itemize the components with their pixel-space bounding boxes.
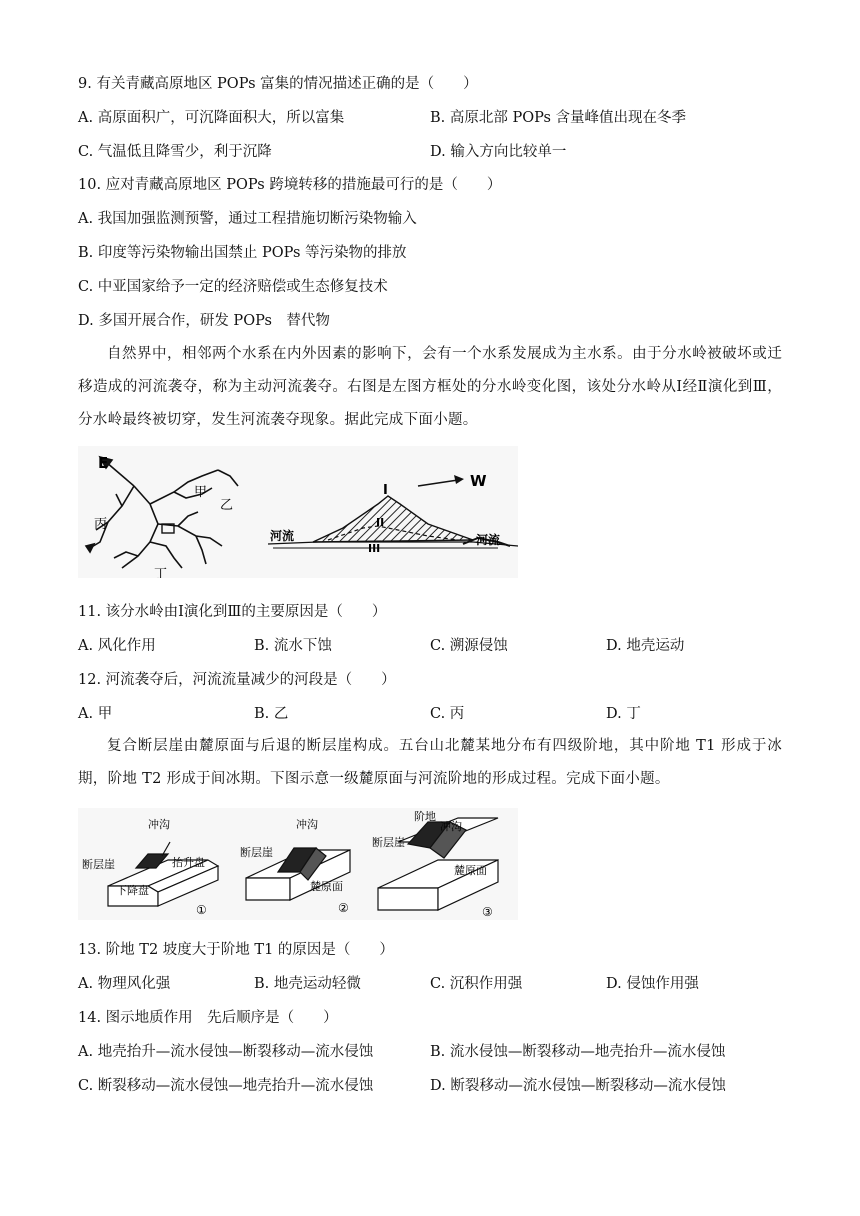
figure-river-capture-svg [78, 446, 518, 578]
q13-option-d: D. 侵蚀作用强 [606, 976, 699, 992]
q14-stem: 14. 图示地质作用 先后顺序是（ ） [78, 1010, 338, 1026]
passage-river-capture: 自然界中，相邻两个水系在内外因素的影响下，会有一个水系发展成为主水系。由于分水岭被破坏或迁移造成的河流袭夺，称为主动河流袭夺。右图是左图方框处的分水岭变化图，该处分水岭从Ⅰ经Ⅱ演化到Ⅲ，分水岭最终被切穿，发生河流袭夺现象。据此完成下面小题。 [78, 346, 782, 428]
q10-option-b: B. 印度等污染物输出国禁止 POPs 等污染物的排放 [78, 245, 407, 261]
q11-option-a: A. 风化作用 [78, 638, 156, 654]
q12-option-b: B. 乙 [254, 706, 289, 722]
map-label-ding: 丁 [154, 567, 168, 578]
p1-label-xiajiangpan: 下降盘 [116, 884, 149, 897]
q10-option-d: D. 多国开展合作，研发 POPs 替代物 [78, 313, 330, 329]
q9-option-a: A. 高原面积广，可沉降面积大，所以富集 [78, 110, 345, 126]
map-label-jia: 甲 [194, 485, 208, 500]
q14-option-a: A. 地壳抬升—流水侵蚀—断裂移动—流水侵蚀 [78, 1044, 374, 1060]
map-label-yi: 乙 [220, 498, 234, 513]
profile-label-iii: III [368, 542, 381, 555]
figure-fault-scarp-svg [78, 808, 518, 920]
p1-label-chonggou: 冲沟 [148, 818, 170, 831]
q13-option-c: C. 沉积作用强 [430, 976, 523, 992]
q13-option-b: B. 地壳运动轻微 [254, 976, 361, 992]
profile-label-river-right: 河流 [476, 533, 501, 547]
p2-label-luyuanmian: 麓原面 [310, 880, 343, 893]
q10-option-c: C. 中亚国家给予一定的经济赔偿或生态修复技术 [78, 279, 388, 295]
p3-label-luyuanmian: 麓原面 [454, 864, 487, 877]
q9-option-b: B. 高原北部 POPs 含量峰值出现在冬季 [430, 110, 687, 126]
passage-fault-scarp: 复合断层崖由麓原面与后退的断层崖构成。五台山北麓某地分布有四级阶地，其中阶地 T1 形成于冰期，阶地 T2 形成于间冰期。下图示意一级麓原面与河流阶地的形成过程。完成下面小题。 [78, 738, 782, 787]
q12-option-c: C. 丙 [430, 706, 465, 722]
profile-label-ii: II [376, 516, 385, 529]
q9-option-d: D. 输入方向比较单一 [430, 144, 567, 160]
q13-stem: 13. 阶地 T2 坡度大于阶地 T1 的原因是（ ） [78, 942, 394, 958]
q14-option-d: D. 断裂移动—流水侵蚀—断裂移动—流水侵蚀 [430, 1078, 726, 1094]
q11-option-c: C. 溯源侵蚀 [430, 638, 508, 654]
q9-option-c: C. 气温低且降雪少，利于沉降 [78, 144, 272, 160]
p3-label-duancengya: 断层崖 [372, 836, 405, 849]
q13-option-a: A. 物理风化强 [78, 976, 171, 992]
figure-river-capture [78, 446, 518, 578]
q14-option-c: C. 断裂移动—流水侵蚀—地壳抬升—流水侵蚀 [78, 1078, 374, 1094]
q9-stem: 9. 有关青藏高原地区 POPs 富集的情况描述正确的是（ ） [78, 76, 478, 92]
p3-label-jiedi: 阶地 [414, 810, 436, 823]
profile-label-w: W [470, 472, 487, 490]
p3-label-chonggou: 冲沟 [440, 820, 462, 833]
q11-option-d: D. 地壳运动 [606, 638, 685, 654]
profile-label-river-left: 河流 [270, 529, 295, 543]
q10-stem: 10. 应对青藏高原地区 POPs 跨境转移的措施最可行的是（ ） [78, 177, 502, 193]
q12-option-a: A. 甲 [78, 706, 113, 722]
p1-label-taishengpan: 抬升盘 [172, 856, 205, 869]
p2-label-num: ② [338, 901, 349, 915]
q11-stem: 11. 该分水岭由Ⅰ演化到Ⅲ的主要原因是（ ） [78, 604, 387, 620]
q12-option-d: D. 丁 [606, 706, 641, 722]
q12-stem: 12. 河流袭夺后，河流流量减少的河段是（ ） [78, 672, 396, 688]
p1-label-duancengya: 断层崖 [82, 858, 115, 871]
profile-label-i: I [383, 483, 388, 498]
map-label-e: E [98, 454, 109, 472]
p3-label-num: ③ [482, 905, 493, 919]
p1-label-num: ① [196, 903, 207, 917]
q10-option-a: A. 我国加强监测预警，通过工程措施切断污染物输入 [78, 211, 417, 227]
figure-fault-scarp [78, 808, 518, 920]
p2-label-chonggou: 冲沟 [296, 818, 318, 831]
q14-option-b: B. 流水侵蚀—断裂移动—地壳抬升—流水侵蚀 [430, 1044, 726, 1060]
q11-option-b: B. 流水下蚀 [254, 638, 332, 654]
map-label-bing: 丙 [94, 517, 108, 532]
p2-label-duancengya: 断层崖 [240, 846, 273, 859]
